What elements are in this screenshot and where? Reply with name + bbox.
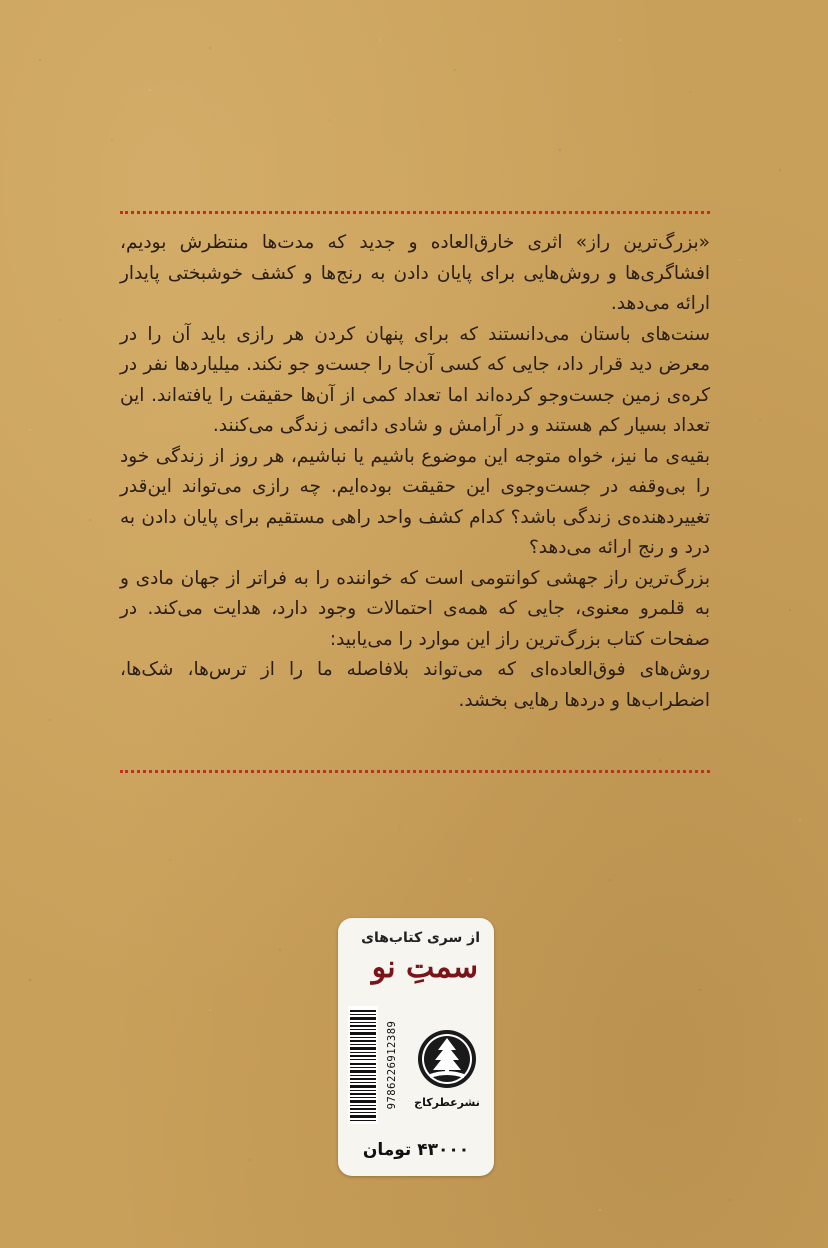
bottom-dotted-rule bbox=[120, 770, 710, 773]
blurb-paragraph: روش‌های فوق‌العاده‌ای که می‌تواند بلافاصله ما را از ترس‌ها، شک‌ها، اضطراب‌ها و دردها رهایی بخشد. bbox=[120, 659, 710, 711]
top-dotted-rule bbox=[120, 211, 710, 214]
pine-tree-book-logo-icon bbox=[416, 1028, 478, 1090]
price-sticker bbox=[338, 918, 494, 1176]
blurb-paragraph: بزرگ‌ترین راز جهشی کوانتومی است که خواننده را به فراتر از جهان مادی و به قلمرو معنوی، جایی که همه‌ی احتمالات وجود دارد، هدایت می‌کند. در صفحات کتاب بزرگ‌ترین راز این موارد را می‌یابید: bbox=[120, 567, 710, 650]
series-caption: از سری کتاب‌های bbox=[361, 930, 480, 946]
isbn-digits: 9786226912389 bbox=[386, 1020, 398, 1110]
blurb-paragraph: سنت‌های باستان می‌دانستند که برای پنهان کردن هر رازی باید آن را در معرض دید قرار داد، جایی که کسی آن‌جا را جست‌و جو نکند. میلیاردها نفر در کره‌ی زمین جست‌وجو کرده‌اند اما تعداد کمی از آن‌ها حقیقت را یافته‌اند. این تعداد بسیار کم هستند و در آرامش و شادی دائمی زندگی می‌کنند. bbox=[120, 323, 710, 436]
isbn-number bbox=[385, 1006, 399, 1124]
barcode-icon bbox=[348, 1006, 378, 1124]
blurb-paragraph: بقیه‌ی ما نیز، خواه متوجه این موضوع باشیم یا نباشیم، هر روز از زندگی خود را بی‌وقفه در جست‌وجوی این حقیقت بوده‌ایم. چه رازی می‌تواند این‌قدر تغییردهنده‌ی زندگی باشد؟ کدام کشف واحد راهی مستقیم برای پایان دادن به درد و رنج ارائه می‌دهد؟ bbox=[120, 445, 710, 558]
back-cover-blurb bbox=[120, 228, 710, 716]
price-label: ۴۳۰۰۰ تومان bbox=[362, 1140, 470, 1160]
series-title: سمتِ نو bbox=[371, 950, 478, 985]
publisher-name: نشرعطرکاج bbox=[414, 1096, 480, 1109]
blurb-paragraph: «بزرگ‌ترین راز» اثری خارق‌العاده و جدید که مدت‌ها منتظرش بودیم، افشاگری‌ها و روش‌هایی برای پایان دادن به رنج‌ها و کشف خوشبختی پایدار ارائه می‌دهد. bbox=[120, 232, 710, 314]
